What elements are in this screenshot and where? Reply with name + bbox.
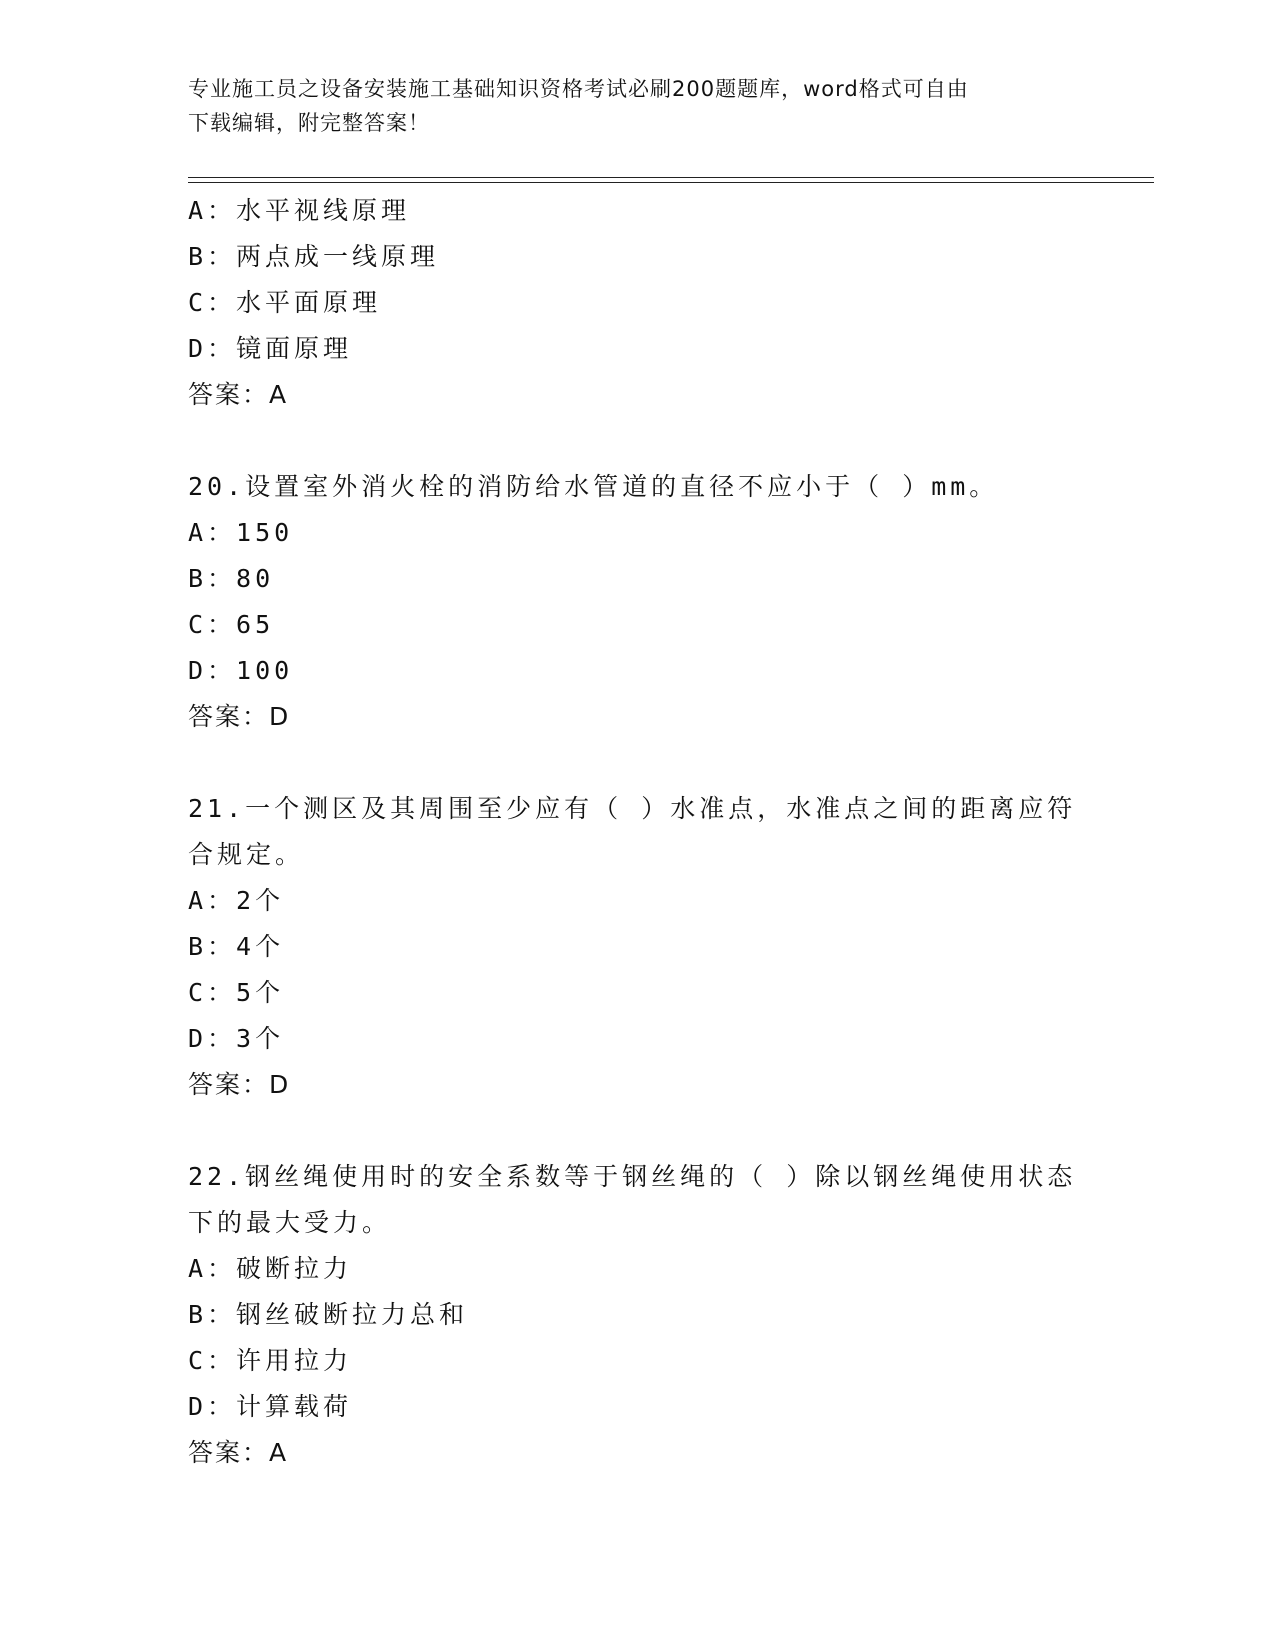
option-c: C：许用拉力 xyxy=(188,1346,353,1375)
option-c: C：水平面原理 xyxy=(188,288,382,317)
header-title-line1: 专业施工员之设备安装施工基础知识资格考试必刷200题题库，word格式可自由 xyxy=(188,77,969,101)
option-b: B：80 xyxy=(188,564,275,593)
question-stem-line1: 21.一个测区及其周围至少应有（ ）水准点，水准点之间的距离应符 xyxy=(188,794,1077,823)
question-stem-line2: 合规定。 xyxy=(188,840,305,869)
answer: 答案：D xyxy=(188,702,291,731)
option-d: D：100 xyxy=(188,656,294,685)
option-a: A：水平视线原理 xyxy=(188,196,411,225)
header-title-line2: 下载编辑，附完整答案！ xyxy=(188,111,430,135)
spacer xyxy=(188,418,1088,464)
question-stem: 20.设置室外消火栓的消防给水管道的直径不应小于（ ）mm。 xyxy=(188,472,999,501)
option-b: B：钢丝破断拉力总和 xyxy=(188,1300,469,1329)
option-b: B：两点成一线原理 xyxy=(188,242,440,271)
header-divider xyxy=(188,177,1154,183)
option-a: A：破断拉力 xyxy=(188,1254,353,1283)
question-20 xyxy=(188,464,1088,740)
spacer xyxy=(188,1108,1088,1154)
option-a: A：150 xyxy=(188,518,294,547)
document-header xyxy=(188,72,1068,140)
spacer xyxy=(188,740,1088,786)
answer: 答案：D xyxy=(188,1070,291,1099)
question-19-continued xyxy=(188,188,1088,418)
option-a: A：2个 xyxy=(188,886,285,915)
question-stem-line2: 下的最大受力。 xyxy=(188,1208,392,1237)
question-stem-line1: 22.钢丝绳使用时的安全系数等于钢丝绳的（ ）除以钢丝绳使用状态 xyxy=(188,1162,1077,1191)
answer: 答案：A xyxy=(188,380,289,409)
option-d: D：镜面原理 xyxy=(188,334,353,363)
answer: 答案：A xyxy=(188,1438,289,1467)
question-list xyxy=(188,188,1088,1476)
question-22 xyxy=(188,1154,1088,1476)
option-c: C：5个 xyxy=(188,978,285,1007)
option-b: B：4个 xyxy=(188,932,285,961)
option-d: D：计算载荷 xyxy=(188,1392,353,1421)
option-c: C：65 xyxy=(188,610,275,639)
option-d: D：3个 xyxy=(188,1024,285,1053)
question-21 xyxy=(188,786,1088,1108)
